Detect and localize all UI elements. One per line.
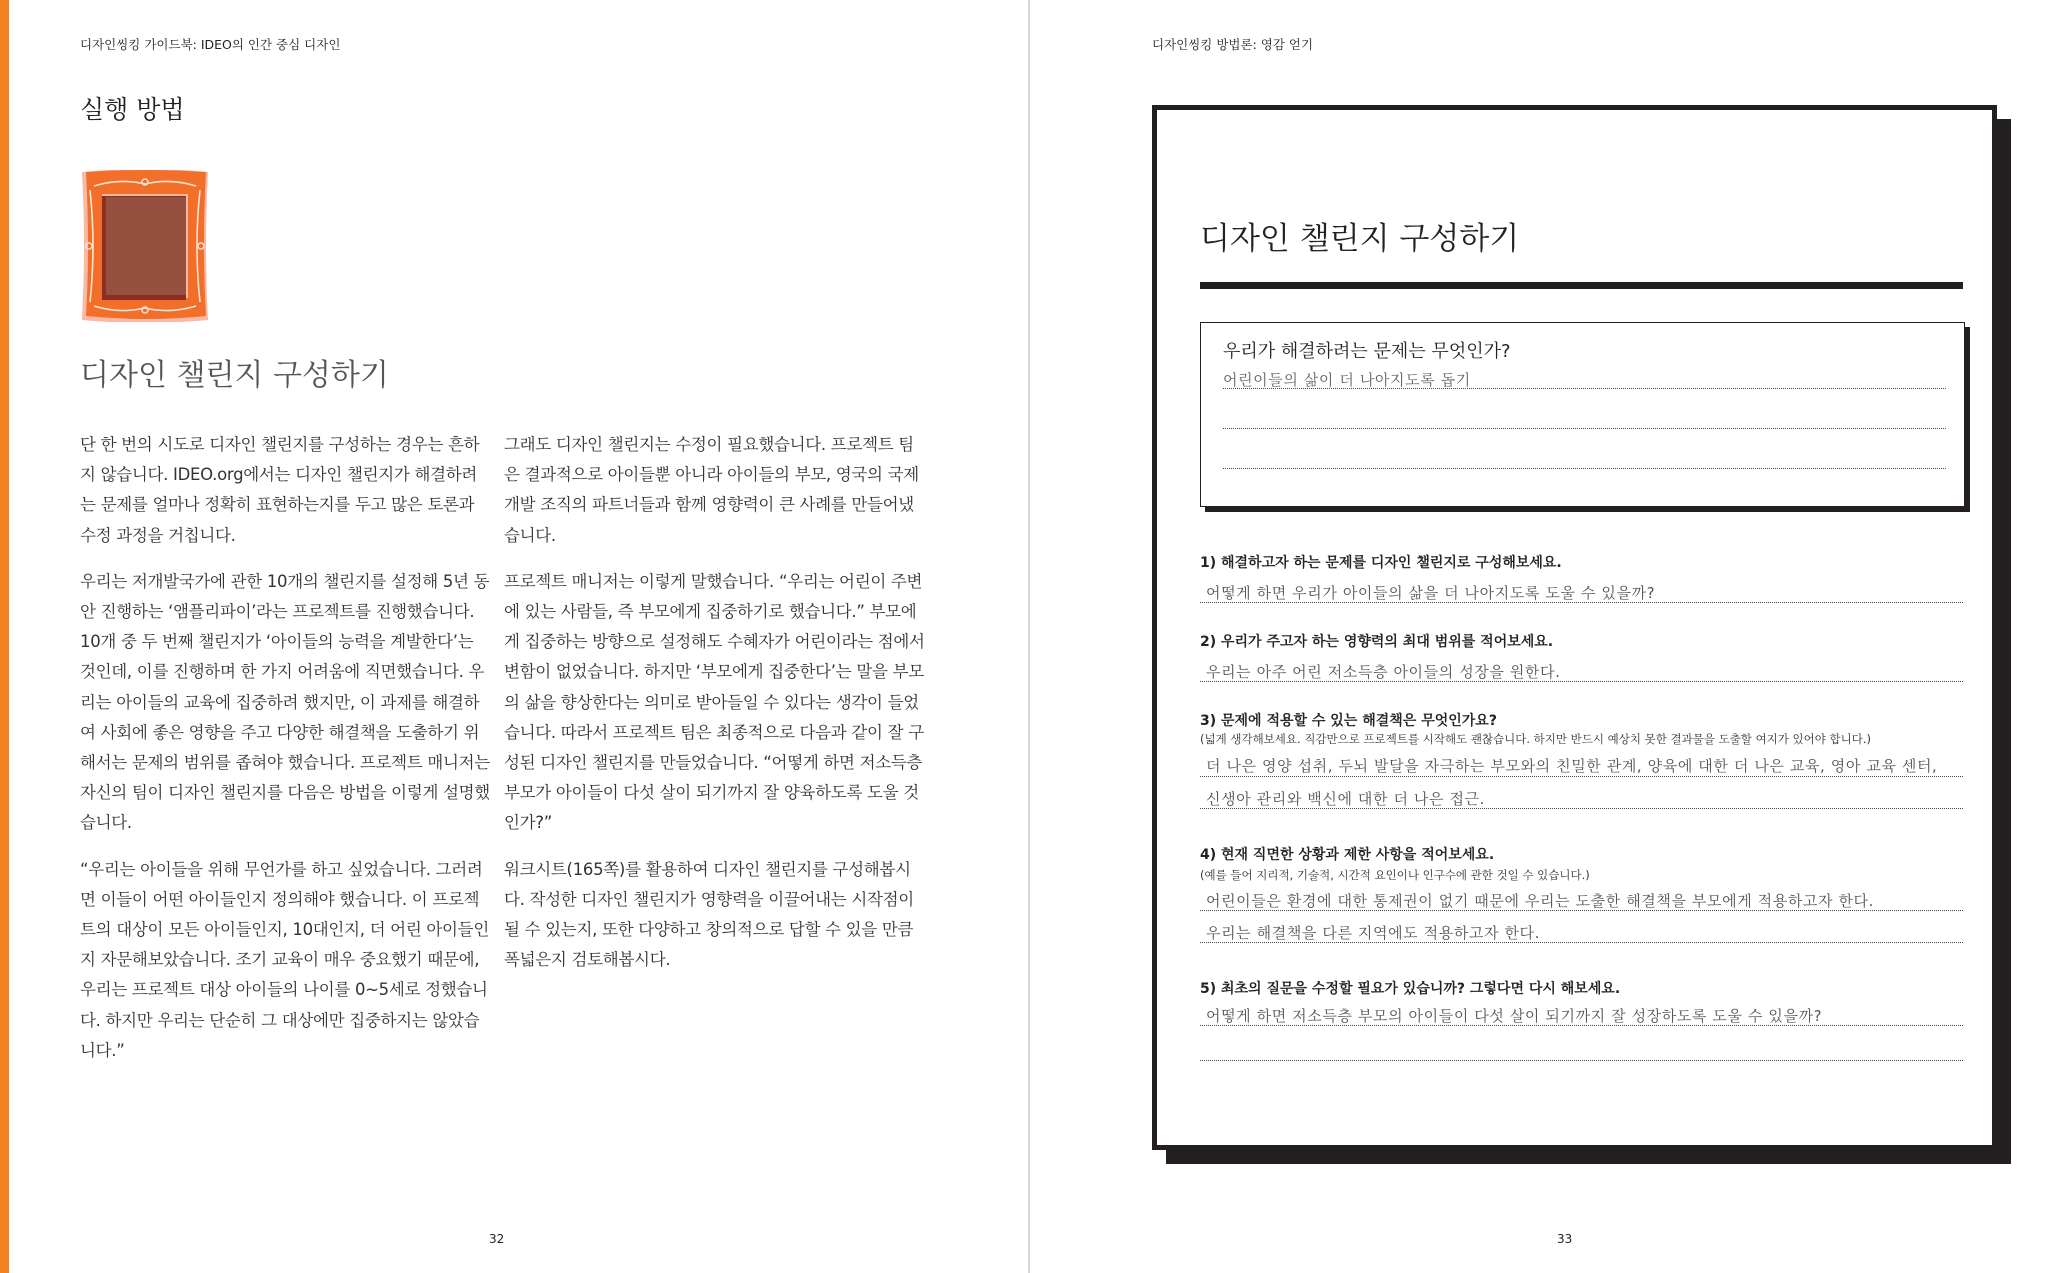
page-number-left: 32 [489, 1232, 505, 1246]
answer-2[interactable]: 우리는 아주 어린 저소득층 아이들의 성장을 원한다. [1206, 663, 1561, 681]
problem-answer[interactable]: 어린이들의 삶이 더 나아지도록 돕기 [1223, 371, 1471, 389]
answer-line [1223, 428, 1946, 429]
paragraph: 단 한 번의 시도로 디자인 챌린지를 구성하는 경우는 흔하지 않습니다. IDEO.org에서는 디자인 챌린지가 해결하려는 문제를 얼마나 정확히 표현하는지를 두고 많은 토론과 수정 과정을 거칩니다. [80, 435, 480, 545]
worksheet [1152, 105, 1997, 1150]
answer-3a[interactable]: 더 나은 영양 섭취, 두뇌 발달을 자극하는 부모와의 친밀한 관계, 양육에 대한 더 나은 교육, 영아 교육 센터, [1206, 757, 1938, 775]
answer-3b[interactable]: 신생아 관리와 백신에 대한 더 나은 접근. [1206, 790, 1486, 808]
paragraph: 프로젝트 매니저는 이렇게 말했습니다. “우리는 어린이 주변에 있는 사람들, 즉 부모에게 집중하기로 했습니다.” 부모에게 집중하는 방향으로 설정해도 수혜자가 어린이라는 점에서 변함이 없었습니다. 하지만 ‘부모에게 집중한다’는 말을 부모의 삶을 향상한다는 의미로 받아들일 수 있다는 생각이 들었습니다. 따라서 프로젝트 팀은 최종적으로 다음과 같이 잘 구성된 디자인 챌린지를 만들었습니다. “어떻게 하면 저소득층 부모가 아이들이 다섯 살이 되기까지 잘 양육하도록 도울 것인가?” [504, 571, 925, 833]
title-rule [1200, 282, 1963, 289]
answer-4a[interactable]: 어린이들은 환경에 대한 통제권이 없기 때문에 우리는 도출한 해결책을 부모에게 적용하고자 한다. [1206, 892, 1875, 910]
problem-question: 우리가 해결하려는 문제는 무엇인가? [1223, 341, 1511, 362]
orange-edge-bar [0, 0, 9, 1273]
answer-line [1200, 942, 1963, 943]
question-2: 2) 우리가 주고자 하는 영향력의 최대 범위를 적어보세요. [1200, 634, 1554, 650]
hint-3: (넓게 생각해보세요. 직감만으로 프로젝트를 시작해도 괜찮습니다. 하지만 반드시 예상치 못한 결과물을 도출할 여지가 있어야 합니다.) [1200, 732, 1871, 746]
problem-box [1200, 322, 1965, 507]
paragraph: 그래도 디자인 챌린지는 수정이 필요했습니다. 프로젝트 팀은 결과적으로 아이들뿐 아니라 아이들의 부모, 영국의 국제개발 조직의 파트너들과 함께 영향력이 큰 사례를 만들어냈습니다. [504, 435, 919, 545]
question-5: 5) 최초의 질문을 수정할 필요가 있습니까? 그렇다면 다시 해보세요. [1200, 981, 1621, 997]
body-column-2 [504, 430, 929, 991]
running-head-right: 디자인씽킹 방법론: 영감 얻기 [1152, 37, 1314, 52]
answer-line [1200, 808, 1963, 809]
body-column-1 [80, 430, 490, 1082]
paragraph: 워크시트(165쪽)를 활용하여 디자인 챌린지를 구성해봅시다. 작성한 디자인 챌린지가 영향력을 이끌어내는 시작점이 될 수 있는지, 또한 다양하고 창의적으로 답할 수 있을 만큼 폭넓은지 검토해봅시다. [504, 859, 914, 970]
question-4: 4) 현재 직면한 상황과 제한 사항을 적어보세요. [1200, 847, 1495, 863]
worksheet-title: 디자인 챌린지 구성하기 [1200, 221, 1520, 257]
section-heading: 실행 방법 [80, 95, 185, 124]
paragraph: 우리는 저개발국가에 관한 10개의 챌린지를 설정해 5년 동안 진행하는 ‘앰플리파이’라는 프로젝트를 진행했습니다. 10개 중 두 번째 챌린지가 ‘아이들의 능력을 계발한다’는 것인데, 이를 진행하며 한 가지 어려움에 직면했습니다. 우리는 아이들의 교육에 집중하려 했지만, 이 과제를 해결하여 사회에 좋은 영향을 주고 다양한 해결책을 도출하기 위해서는 문제의 범위를 좁혀야 했습니다. 프로젝트 매니저는 자신의 팀이 디자인 챌린지를 다음은 방법을 이렇게 설명했습니다. [80, 571, 490, 833]
page-number-right: 33 [1557, 1232, 1573, 1246]
question-3: 3) 문제에 적용할 수 있는 해결책은 무엇인가요? [1200, 713, 1497, 729]
answer-line [1200, 910, 1963, 911]
answer-line [1200, 1025, 1963, 1026]
answer-5[interactable]: 어떻게 하면 저소득층 부모의 아이들이 다섯 살이 되기까지 잘 성장하도록 도울 수 있을까? [1206, 1007, 1823, 1025]
answer-line [1200, 776, 1963, 777]
answer-line [1223, 468, 1946, 469]
left-page-title: 디자인 챌린지 구성하기 [80, 358, 389, 393]
answer-1[interactable]: 어떻게 하면 우리가 아이들의 삶을 더 나아지도록 도울 수 있을까? [1206, 584, 1656, 602]
answer-line [1200, 681, 1963, 682]
question-1: 1) 해결하고자 하는 문제를 디자인 챌린지로 구성해보세요. [1200, 555, 1562, 571]
picture-frame-icon [80, 170, 210, 322]
running-head-left: 디자인씽킹 가이드북: IDEO의 인간 중심 디자인 [80, 37, 341, 52]
answer-line [1223, 388, 1946, 389]
hint-4: (예를 들어 지리적, 기술적, 시간적 요인이나 인구수에 관한 것일 수 있습니다.) [1200, 868, 1590, 882]
paragraph: “우리는 아이들을 위해 무언가를 하고 싶었습니다. 그러려면 이들이 어떤 아이들인지 정의해야 했습니다. 이 프로젝트의 대상이 모든 아이들인지, 10대인지, 더 어린 아이들인지 자문해보았습니다. 조기 교육이 매우 중요했기 때문에, 우리는 프로젝트 대상 아이들의 나이를 0~5세로 정했습니다. 하지만 우리는 단순히 그 대상에만 집중하지는 않았습니다.” [80, 859, 489, 1060]
answer-line [1200, 602, 1963, 603]
answer-4b[interactable]: 우리는 해결책을 다른 지역에도 적용하고자 한다. [1206, 924, 1541, 942]
page-gutter [1028, 0, 1030, 1273]
answer-line [1200, 1060, 1963, 1061]
